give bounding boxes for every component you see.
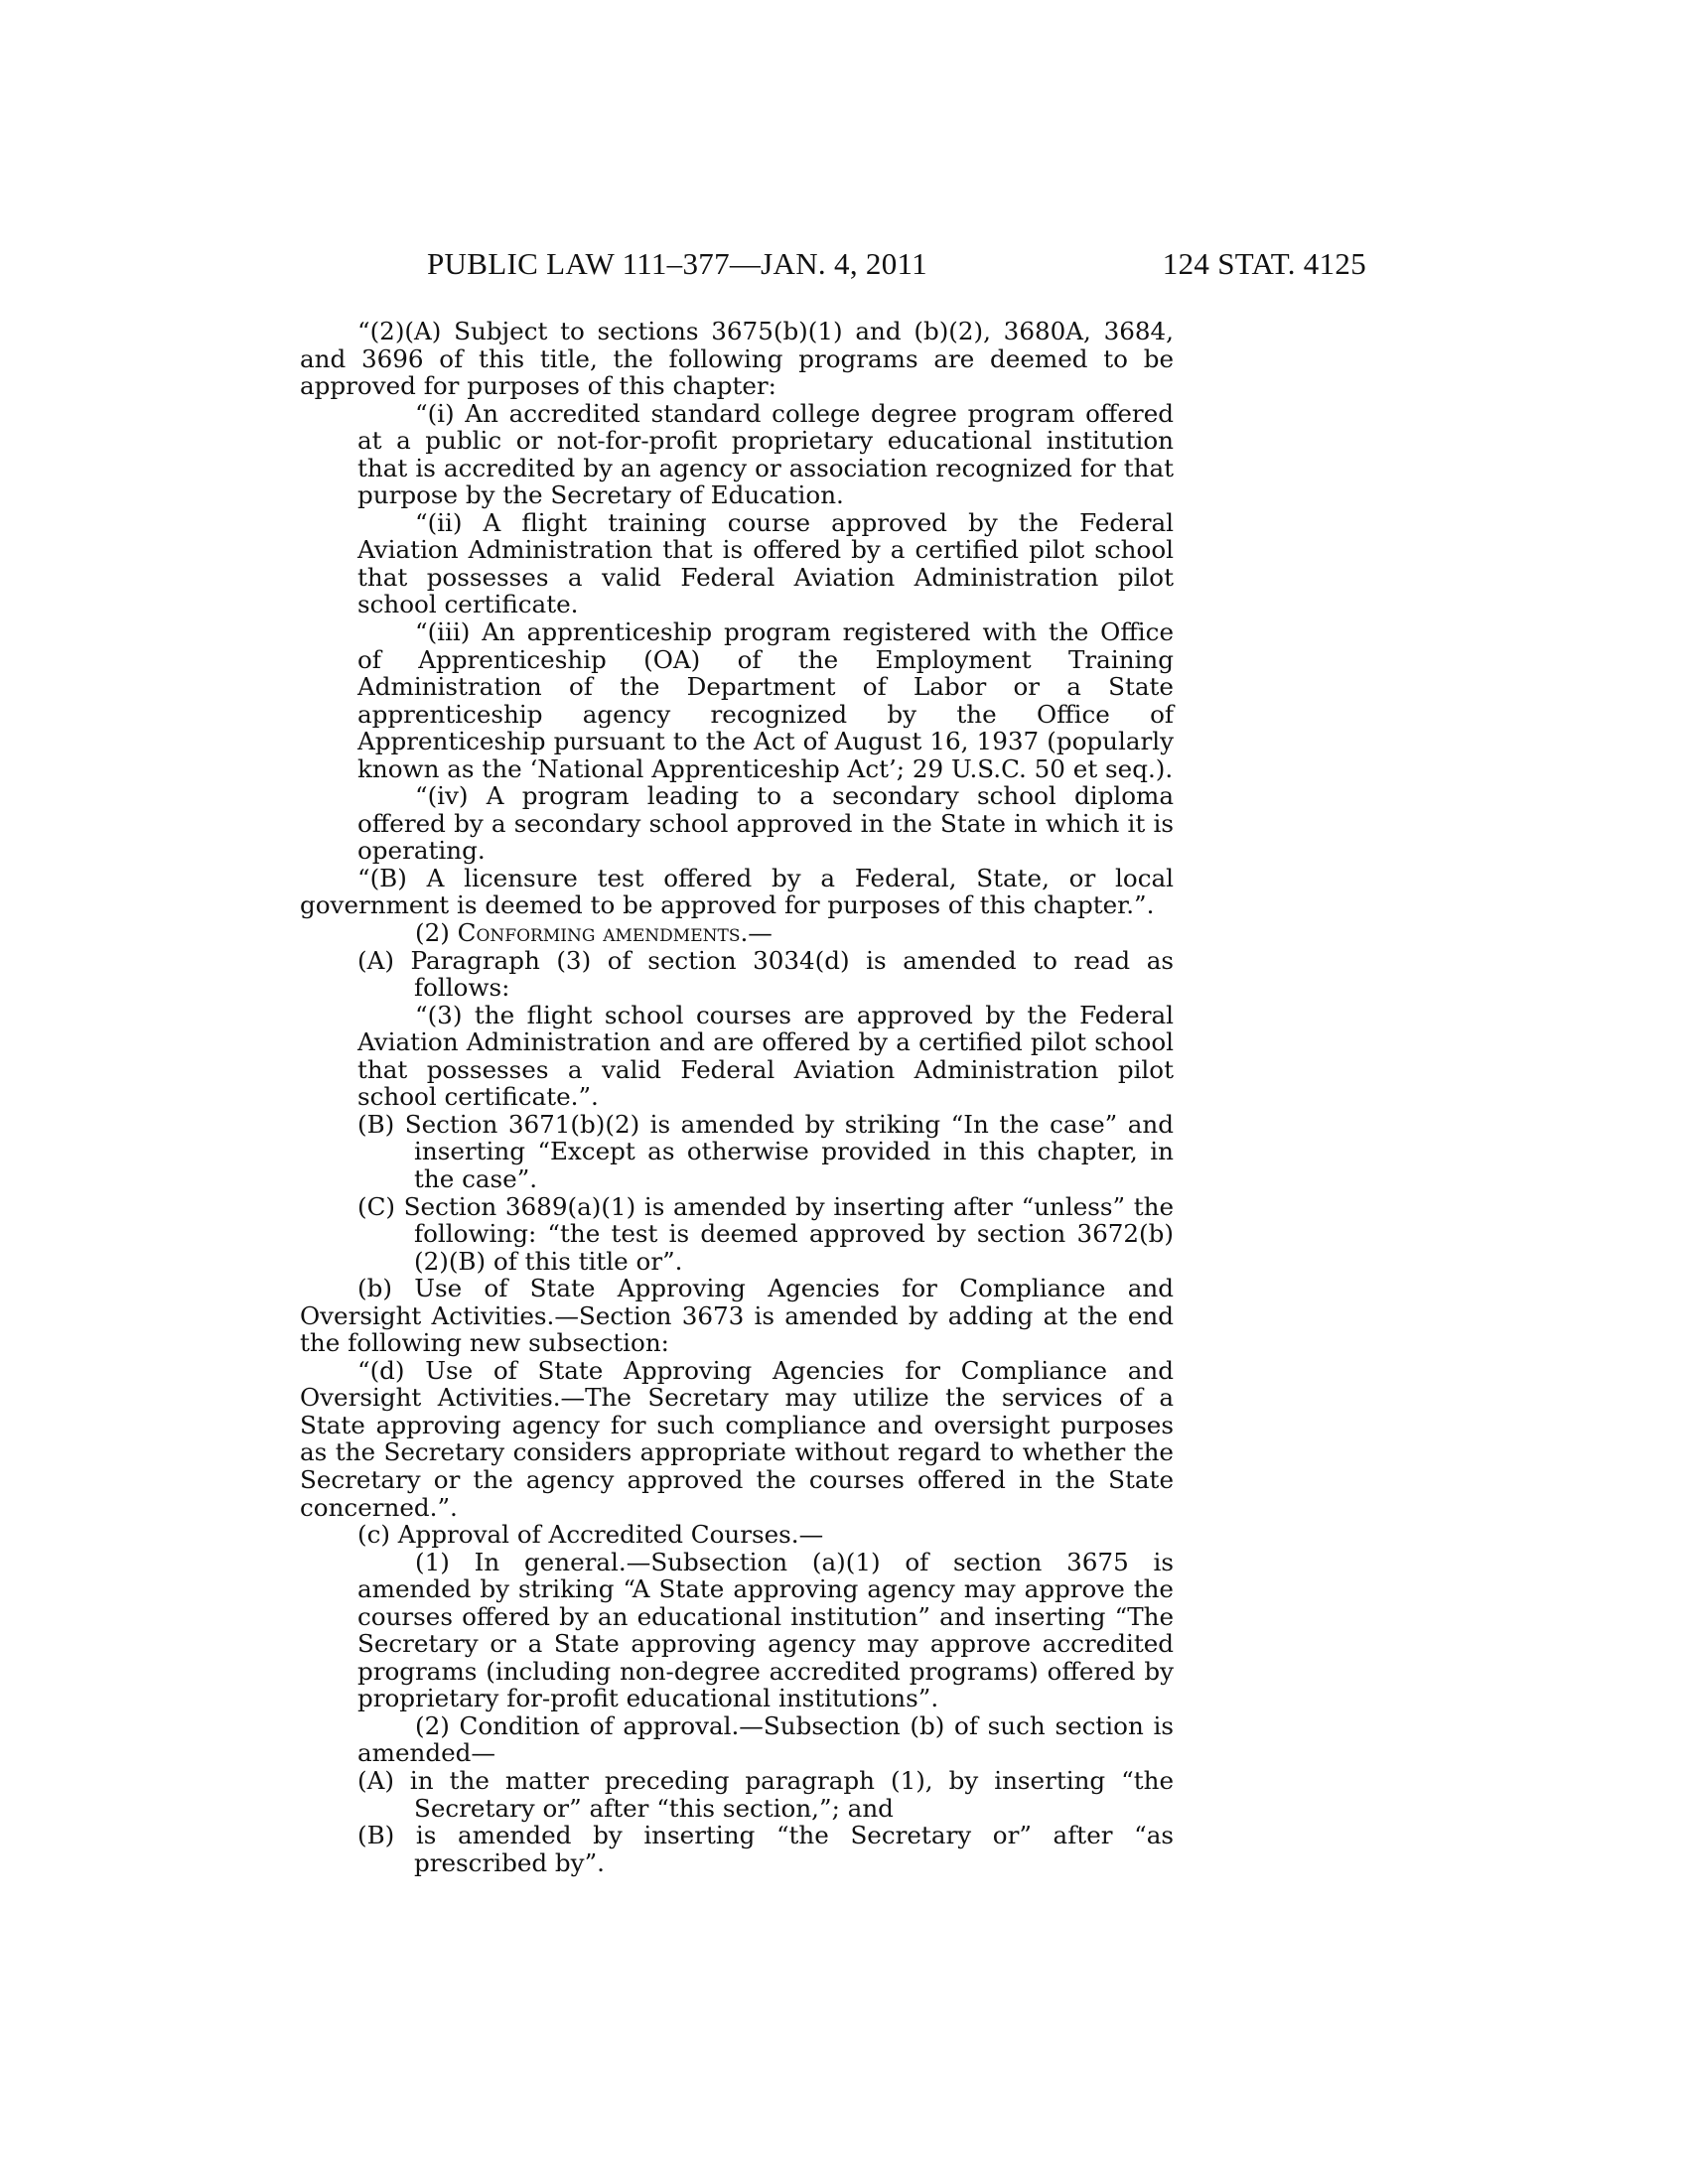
paragraph-2b: “(B) A licensure test offered by a Federal, State, or local government is deemed to be approved for purposes of this chapter.”. [300,863,1174,920]
in-general-paragraph: (1) In general.—Subsection (a)(1) of section 3675 is amended by striking “A State approving agency may approve the courses offered by an educational institution” and inserting “The Secretary or a State approving agency may approve accredited programs (including non-degree accredited programs) offered by proprietary for-profit educational institutions”. [357,1547,1174,1713]
subparagraph-a: (A) Paragraph (3) of section 3034(d) is amended to read as follows: [357,945,1174,1003]
paragraph-2a: “(2)(A) Subject to sections 3675(b)(1) and (b)(2), 3680A, 3684, and 3696 of this title, the following programs are deemed to be approved for purposes of this chapter: [300,317,1174,401]
subsection-c-heading: (c) Approval of Accredited Courses.— [357,1520,824,1550]
condition-of-approval-paragraph: (2) Condition of approval.—Subsection (b) of such section is amended— [357,1710,1174,1768]
paragraph-3-text: “(3) the flight school courses are approved by the Federal Aviation Administration and are offered by a certified pilot school that possesses a valid Federal Aviation Administration pilot school certificate.”. [357,1000,1174,1112]
page-header [0,246,1688,286]
clause-iv: “(iv) A program leading to a secondary school diploma offered by a secondary school approved in the State in which it is operating. [357,781,1174,866]
condition-subparagraph-a: (A) in the matter preceding paragraph (1), by inserting “the Secretary or” after “this section,”; and [357,1765,1174,1823]
subsection-d-text: “(d) Use of State Approving Agencies for Compliance and Oversight Activities.—The Secretary may utilize the services of a State approving agency for such compliance and oversight purposes as the Secretary considers appropriate without regard to whether the Secretary or the agency approved the courses offered in the State concerned.”. [300,1355,1174,1522]
subsection-b: (b) Use of State Approving Agencies for Compliance and Oversight Activities.—Section 3673 is amended by adding at the end the following new subsection: [300,1274,1174,1358]
clause-iii: “(iii) An apprenticeship program registered with the Office of Apprenticeship (OA) of the Employment Training Administration of the Department of Labor or a State apprenticeship agency recognized by the Office of Apprenticeship pursuant to the Act of August 16, 1937 (popularly known as the ‘National Apprenticeship Act’; 29 U.S.C. 50 et seq.). [357,617,1174,783]
subparagraph-c: (C) Section 3689(a)(1) is amended by inserting after “unless” the following: “the test is deemed approved by section 3672(b)(2)(B) of this title or”. [357,1191,1174,1276]
condition-subparagraph-b: (B) is amended by inserting “the Secretary or” after “as prescribed by”. [357,1821,1174,1877]
public-law-citation: PUBLIC LAW 111–377—JAN. 4, 2011 [427,246,927,281]
document-body [300,318,1174,1876]
clause-ii: “(ii) A flight training course approved by the Federal Aviation Administration that is offered by a certified pilot school that possesses a valid Federal Aviation Administration pilot school certificate. [357,507,1174,619]
statute-page-number: 124 STAT. 4125 [1162,246,1366,281]
subparagraph-b: (B) Section 3671(b)(2) is amended by striking “In the case” and inserting “Except as otherwise provided in this chapter, in the case”. [357,1109,1174,1193]
clause-i: “(i) An accredited standard college degree program offered at a public or not-for-profit proprietary educational institution that is accredited by an agency or association recognized for that purpose by the Secretary of Education. [357,398,1174,510]
conforming-amendments-heading: (2) Conforming amendments.— [415,918,773,948]
